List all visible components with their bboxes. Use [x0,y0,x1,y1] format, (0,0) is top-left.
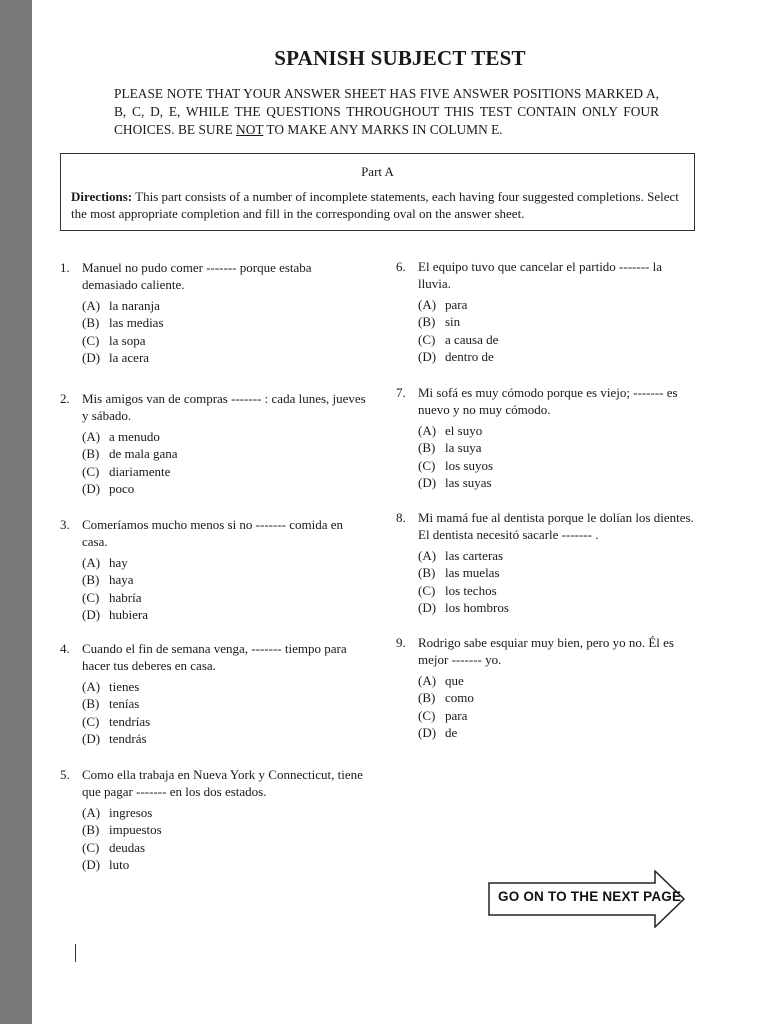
choice-letter: (D) [82,730,101,746]
choice-letter: (A) [82,429,101,444]
question-stem: Rodrigo sabe esquiar muy bien, pero yo no. Él es mejor ------- yo. [418,635,674,667]
answer-choice [82,839,370,856]
choice-letter: (C) [418,457,436,473]
answer-sheet-note [114,85,659,139]
answer-choice [82,332,370,349]
question-9 [396,634,696,741]
choice-letter: (A) [418,673,437,688]
choice-letter: (D) [418,724,437,740]
choice-text: las carteras [445,548,504,563]
choice-text: de [445,724,458,740]
answer-choice [418,296,696,313]
answer-choice [418,547,696,564]
choice-letter: (B) [418,314,436,330]
choice-text: habría [109,589,142,605]
answer-choices [82,678,370,747]
choice-letter: (C) [82,713,100,729]
answer-choice [82,589,370,606]
question-stem: Comeríamos mucho menos si no ------- comida en casa. [82,517,344,549]
answer-choice [418,672,696,689]
choice-letter: (C) [82,463,100,479]
answer-choice [82,554,370,571]
choice-letter: (C) [418,582,436,598]
choice-letter: (C) [418,707,436,723]
page-side-bar [0,0,32,1024]
choice-letter: (D) [418,474,437,490]
choice-letter: (D) [82,480,101,496]
question-stem: Manuel no pudo comer ------- porque estaba demasiado caliente. [82,260,312,292]
note-underlined-word: NOT [236,122,264,137]
answer-choices [82,297,370,366]
choice-text: tendrías [109,713,151,729]
choice-text: las suyas [445,474,492,490]
note-text-end: TO MAKE ANY MARKS IN COLUMN E. [263,122,503,137]
question-stem: Como ella trabaja en Nueva York y Connecticut, tiene que pagar ------- en los dos estados. [82,767,363,799]
choice-text: de mala gana [109,446,178,462]
choice-letter: (D) [418,599,437,615]
answer-choice [82,445,370,462]
answer-choice [82,804,370,821]
choice-text: para [445,297,468,312]
choice-text: sin [445,314,461,330]
answer-choice [82,713,370,730]
choice-letter: (B) [82,696,100,712]
choice-letter: (C) [82,589,100,605]
answer-choice [82,428,370,445]
question-stem: El equipo tuvo que cancelar el partido ------- la lluvia. [418,259,662,291]
answer-choice [82,349,370,366]
answer-choice [418,707,696,724]
choice-text: dentro de [445,348,494,364]
choice-letter: (B) [82,315,100,331]
answer-choices [418,547,696,616]
question-3 [60,516,370,623]
choice-text: la naranja [109,298,160,313]
choice-letter: (C) [418,331,436,347]
next-page-arrow [488,870,685,928]
answer-choice [418,724,696,741]
choice-text: que [445,673,464,688]
next-page-label: GO ON TO THE NEXT PAGE [498,889,682,904]
question-number: 4. [60,641,70,656]
choice-text: a causa de [445,331,499,347]
answer-choice [82,463,370,480]
directions-text [71,188,684,222]
page-margin-mark [75,944,76,962]
answer-choices [82,428,370,497]
choice-letter: (A) [82,805,101,820]
choice-text: como [445,690,474,706]
choice-text: la suya [445,440,482,456]
answer-choices [82,554,370,623]
directions-body: This part consists of a number of incomplete statements, each having four suggested completions. Select the most appropriate completion and fill in the corresponding oval on the answer sheet. [71,189,679,221]
choice-text: hubiera [109,606,148,622]
question-6 [396,258,696,365]
answer-choice [418,422,696,439]
question-7 [396,384,696,491]
answer-choices [418,672,696,741]
answer-choices [418,422,696,491]
choice-text: a menudo [109,429,160,444]
answer-choices [418,296,696,365]
choice-text: la acera [109,349,150,365]
choice-text: haya [109,572,134,588]
choice-text: las medias [109,315,164,331]
answer-choice [82,297,370,314]
question-8 [396,509,696,616]
choice-letter: (B) [82,572,100,588]
question-stem: Cuando el fin de semana venga, ------- tiempo para hacer tus deberes en casa. [82,641,347,673]
answer-choice [82,480,370,497]
answer-choice [82,606,370,623]
choice-letter: (A) [82,555,101,570]
choice-text: los hombros [445,599,509,615]
choice-letter: (B) [82,446,100,462]
choice-text: diariamente [109,463,171,479]
choice-letter: (A) [82,298,101,313]
question-number: 1. [60,260,70,275]
answer-choice [418,599,696,616]
answer-choice [82,821,370,838]
choice-text: los techos [445,582,497,598]
choice-text: ingresos [109,805,153,820]
question-4 [60,640,370,747]
question-stem: Mi mamá fue al dentista porque le dolían los dientes. El dentista necesitó sacarle ------- . [418,510,694,542]
page-title: SPANISH SUBJECT TEST [274,46,526,70]
choice-text: hay [109,555,128,570]
choice-text: para [445,707,468,723]
choice-letter: (C) [82,839,100,855]
answer-choice [418,313,696,330]
question-number: 7. [396,385,406,400]
choice-letter: (D) [82,606,101,622]
choice-letter: (D) [82,349,101,365]
choice-text: luto [109,856,130,872]
choice-text: tienes [109,679,140,694]
answer-choice [418,582,696,599]
answer-choice [418,348,696,365]
answer-choice [418,689,696,706]
answer-choices [82,804,370,873]
choice-letter: (A) [418,548,437,563]
answer-choice [82,314,370,331]
question-number: 8. [396,510,406,525]
choice-text: la sopa [109,332,146,348]
answer-choice [82,695,370,712]
answer-choice [418,474,696,491]
answer-choice [418,564,696,581]
choice-letter: (A) [82,679,101,694]
choice-letter: (B) [418,440,436,456]
answer-choice [82,730,370,747]
answer-choice [418,331,696,348]
note-text: PLEASE NOTE THAT YOUR ANSWER SHEET HAS FIVE ANSWER POSITIONS MARKED A, B, C, D, E, WHILE THE QUESTIONS THROUGHOUT THIS TEST CONTAIN ONLY FOUR CHOICES. BE SURE [114,86,659,137]
question-number: 3. [60,517,70,532]
choice-letter: (D) [82,856,101,872]
choice-letter: (D) [418,348,437,364]
choice-text: los suyos [445,457,494,473]
choice-letter: (A) [418,423,437,438]
answer-choice [418,439,696,456]
question-1 [60,259,370,366]
question-2 [60,390,370,497]
question-stem: Mis amigos van de compras ------- : cada lunes, jueves y sábado. [82,391,366,423]
choice-letter: (B) [418,565,436,581]
choice-letter: (A) [418,297,437,312]
question-number: 2. [60,391,70,406]
directions-label: Directions: [71,189,133,204]
answer-choice [82,856,370,873]
choice-text: el suyo [445,423,483,438]
part-title: Part A [361,164,394,179]
choice-text: las muelas [445,565,500,581]
question-5 [60,766,370,873]
question-number: 5. [60,767,70,782]
choice-text: poco [109,480,135,496]
answer-choice [82,571,370,588]
choice-letter: (B) [82,822,100,838]
choice-text: tenías [109,696,140,712]
answer-choice [418,457,696,474]
question-stem: Mi sofá es muy cómodo porque es viejo; ------- es nuevo y no muy cómodo. [418,385,678,417]
choice-text: impuestos [109,822,162,838]
directions-box [60,153,695,231]
choice-text: tendrás [109,730,147,746]
answer-choice [82,678,370,695]
question-number: 9. [396,635,406,650]
choice-letter: (B) [418,690,436,706]
question-number: 6. [396,259,406,274]
choice-letter: (C) [82,332,100,348]
choice-text: deudas [109,839,146,855]
